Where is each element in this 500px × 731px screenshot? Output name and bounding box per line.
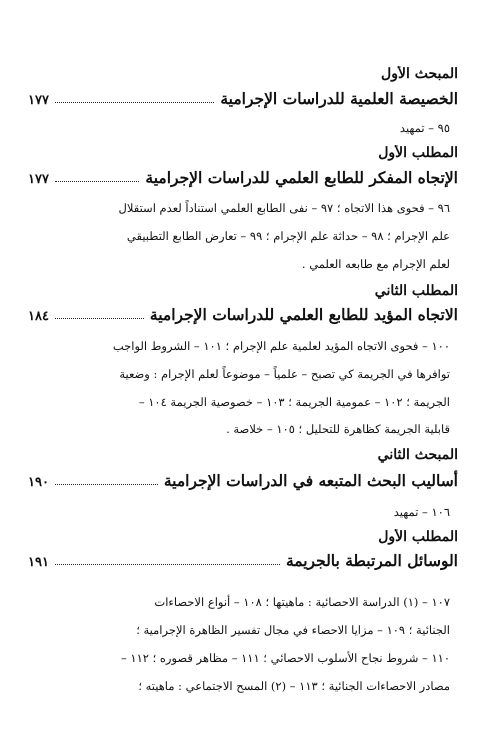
toc-detail-line: قابلية الجريمة كظاهرة للتحليل ؛ ١٠٥ – خلاصة . <box>226 422 450 436</box>
dot-leader <box>55 102 214 103</box>
toc-entry-title: الوسائل المرتبطة بالجريمة <box>285 551 458 570</box>
toc-detail-line: مصادر الاحصاءات الجنائية ؛ ١١٣ – (٢) المسح الاجتماعي : ماهيته ؛ <box>138 679 450 693</box>
toc-detail-line: الجريمة ؛ ١٠٢ – عمومية الجريمة ؛ ١٠٣ – خصوصية الجريمة ١٠٤ – <box>138 395 450 409</box>
toc-detail-line: ١١٠ – شروط نجاح الأسلوب الاحصائي ؛ ١١١ – مظاهر قصوره ؛ ١١٢ – <box>121 651 450 665</box>
toc-entry-title: الاتجاه المؤيد للطابع العلمي للدراسات الإجرامية <box>149 305 458 324</box>
section-heading: المبحث الثاني <box>377 447 458 463</box>
toc-entry-page: ١٧٧ <box>28 93 49 108</box>
subsection-heading: المطلب الأول <box>378 529 458 545</box>
toc-entry-page: ١٩٠ <box>28 475 49 490</box>
toc-detail-line: علم الإجرام ؛ ٩٨ – حداثة علم الإجرام ؛ ٩٩ – تعارض الطابع التطبيقي <box>126 229 450 243</box>
toc-entry-page: ١٨٤ <box>28 309 49 324</box>
toc-entry-title: أساليب البحث المتبعه في الدراسات الإجرامية <box>163 471 458 490</box>
toc-entry[interactable] <box>28 470 458 490</box>
dot-leader <box>55 318 144 319</box>
toc-item: ٩٥ – تمهيد <box>399 121 450 135</box>
toc-item: ١٠٦ – تمهيد <box>393 505 450 519</box>
toc-detail-line: ١٠٠ – فحوى الاتجاه المؤيد لعلمية علم الإجرام ؛ ١٠١ – الشروط الواجب <box>112 339 450 353</box>
toc-entry-title: الخصيصة العلمية للدراسات الإجرامية <box>220 89 458 108</box>
toc-entry[interactable] <box>28 550 458 570</box>
dot-leader <box>55 181 139 182</box>
toc-detail-line: ١٠٧ – (١) الدراسة الاحصائية : ماهيتها ؛ ١٠٨ – أنواع الاحصاءات <box>154 595 450 609</box>
dot-leader <box>55 564 280 565</box>
section-heading: المبحث الأول <box>381 66 458 82</box>
toc-entry-title: الإتجاه المفكر للطابع العلمي للدراسات الإجرامية <box>145 168 458 187</box>
toc-entry[interactable] <box>28 88 458 108</box>
toc-detail-line: توافرها في الجريمة كي تصبح – علمياً – موضوعاً لعلم الإجرام : وضعية <box>119 367 450 381</box>
toc-detail-line: الجنائية ؛ ١٠٩ – مزايا الاحصاء في مجال تفسير الظاهرة الإجرامية ؛ <box>136 623 450 637</box>
toc-detail-line: لعلم الإجرام مع طابعه العلمي . <box>301 257 450 271</box>
toc-entry-page: ١٧٧ <box>28 172 49 187</box>
subsection-heading: المطلب الثاني <box>374 283 458 299</box>
subsection-heading: المطلب الأول <box>378 145 458 161</box>
toc-entry[interactable] <box>28 304 458 324</box>
dot-leader <box>55 484 158 485</box>
toc-entry[interactable] <box>28 167 458 187</box>
toc-entry-page: ١٩١ <box>28 555 49 570</box>
toc-detail-line: ٩٦ – فحوى هذا الاتجاه ؛ ٩٧ – نفى الطابع العلمي استناداً لعدم استقلال <box>118 201 450 215</box>
